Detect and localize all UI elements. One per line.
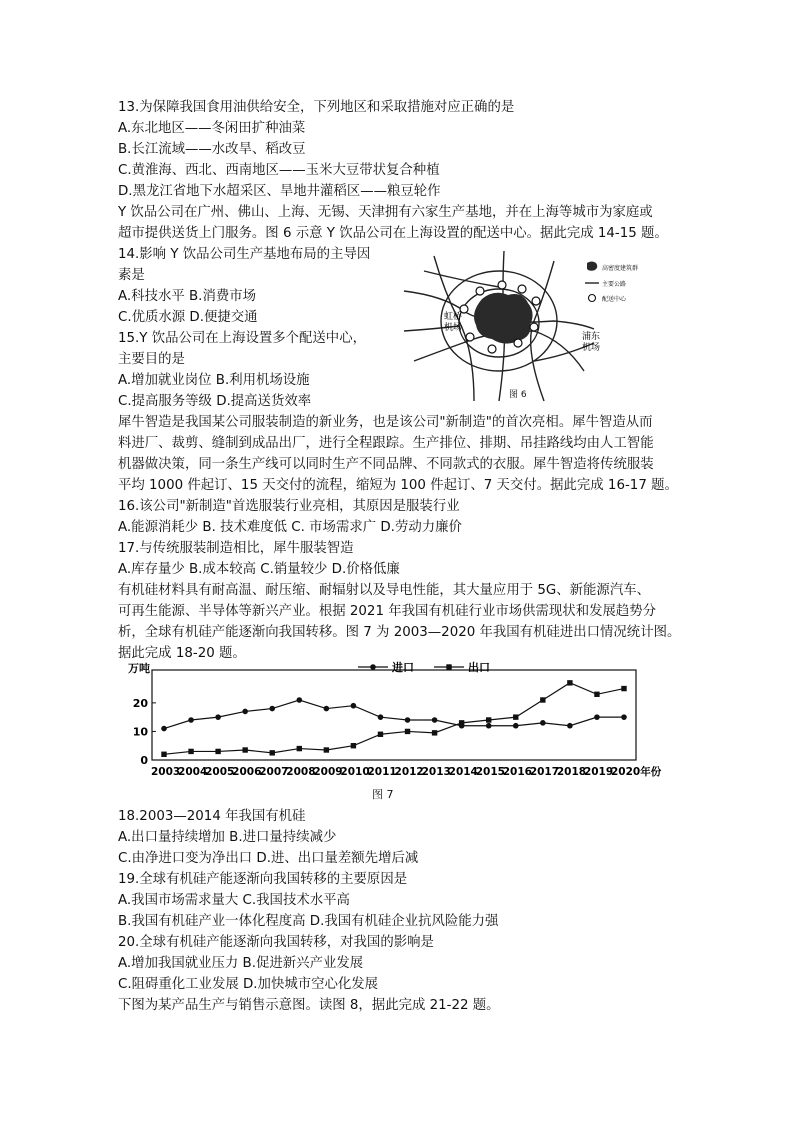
- q19-options-ac: A.我国市场需求量大 C.我国技术水平高: [118, 893, 350, 908]
- export-point: [188, 749, 193, 754]
- import-point: [188, 717, 194, 723]
- q14-options-ab: A.科技水平 B.消费市场: [118, 289, 257, 304]
- q17-stem: 17.与传统服装制造相比，犀牛服装智造: [118, 541, 354, 556]
- legend-road-label: 主要公路: [602, 281, 627, 288]
- import-point: [594, 714, 600, 720]
- chart-legend: [358, 660, 490, 674]
- export-point: [486, 717, 491, 722]
- passage3-line2: 可再生能源、半导体等新兴产业。根据 2021 年我国有机硅行业市场供需现状和发展趋势分: [118, 604, 657, 619]
- q19-options-bd: B.我国有机硅产业一体化程度高 D.我国有机硅企业抗风险能力强: [118, 914, 499, 929]
- passage2-line3: 机器做决策，同一条生产线可以同时生产不同品牌、不同款式的衣服。犀牛智造将传统服装: [118, 457, 654, 472]
- hongqiao-label-2: 机场: [444, 323, 463, 333]
- export-point: [405, 729, 410, 734]
- x-tick-label: 2007: [259, 766, 289, 778]
- legend-center-label: 配送中心: [602, 296, 627, 303]
- q17-options: A.库存量少 B.成本较高 C.销量较少 D.价格低廉: [118, 562, 400, 577]
- export-point: [459, 720, 464, 725]
- passage2-line2: 料进厂、裁剪、缝制到成品出厂，进行全程跟踪。生产排位、排期、吊挂路线均由人工智能: [118, 436, 654, 451]
- legend-label: 出口: [468, 661, 490, 674]
- q16-stem: 16.该公司"新制造"首选服装行业亮相，其原因是服装行业: [118, 499, 460, 514]
- q20-options-ab: A.增加我国就业压力 B.促进新兴产业发展: [118, 956, 364, 971]
- import-point: [242, 709, 248, 715]
- import-point: [486, 723, 492, 729]
- plot-frame: [152, 670, 636, 760]
- y-tick-label: 0: [140, 754, 148, 767]
- import-point: [324, 706, 330, 712]
- x-tick-label: 2004: [178, 766, 208, 778]
- x-tick-label: 2019: [583, 766, 614, 778]
- import-point: [161, 726, 167, 732]
- q15-options-ab: A.增加就业岗位 B.利用机场设施: [118, 373, 310, 388]
- import-point: [378, 714, 384, 720]
- export-point: [540, 697, 545, 702]
- q15-options-cd: C.提高服务等级 D.提高送货效率: [118, 394, 312, 409]
- q15-stem-line2: 主要目的是: [118, 352, 185, 367]
- chart-axes: [128, 661, 662, 778]
- q14-stem-line2: 素是: [118, 268, 145, 283]
- x-tick-label: 2010: [340, 766, 370, 778]
- passage3-line1: 有机硅材料具有耐高温、耐压缩、耐辐射以及导电性能，其大量应用于 5G、新能源汽车、: [118, 583, 650, 598]
- import-point: [621, 714, 627, 720]
- y-axis-unit: 万吨: [128, 662, 150, 675]
- x-tick-label: 2011: [367, 766, 397, 778]
- x-tick-label: 2020年份: [611, 766, 662, 778]
- export-point: [567, 680, 572, 685]
- x-tick-label: 2018: [556, 766, 587, 778]
- series-line-import: [164, 700, 624, 729]
- x-tick-label: 2012: [394, 766, 424, 778]
- export-point: [297, 746, 302, 751]
- q15-stem-line1: 15.Y 饮品公司在上海设置多个配送中心，: [118, 331, 366, 346]
- export-point: [594, 692, 599, 697]
- y-tick-label: 10: [132, 725, 148, 739]
- import-point: [269, 706, 275, 712]
- passage3-line4: 据此完成 18-20 题。: [118, 646, 246, 661]
- q13-stem: 13.为保障我国食用油供给安全，下列地区和采取措施对应正确的是: [118, 100, 515, 115]
- q14-options-cd: C.优质水源 D.便捷交通: [118, 310, 258, 325]
- legend-marker: [446, 664, 451, 669]
- passage2-line1: 犀牛智造是我国某公司服装制造的新业务，也是该公司"新制造"的首次亮相。犀牛智造从而: [118, 415, 653, 430]
- x-tick-label: 2009: [313, 766, 343, 778]
- import-point: [513, 723, 519, 729]
- legend-marker: [370, 664, 376, 670]
- export-point: [242, 747, 247, 752]
- import-point: [405, 717, 411, 723]
- q13-option-a: A.东北地区——冬闲田扩种油菜: [118, 121, 306, 136]
- import-point: [567, 723, 573, 729]
- legend-label: 进口: [392, 661, 414, 674]
- q13-option-d: D.黑龙江省地下水超采区、旱地井灌稻区——粮豆轮作: [118, 184, 441, 199]
- pudong-label-1: 浦东: [582, 332, 601, 342]
- export-point: [513, 714, 518, 719]
- import-point: [432, 717, 438, 723]
- export-point: [432, 730, 437, 735]
- y-tick-label: 20: [132, 696, 148, 710]
- q20-stem: 20.全球有机硅产能逐渐向我国转移，对我国的影响是: [118, 935, 434, 950]
- import-point: [351, 703, 357, 709]
- x-tick-label: 2006: [232, 766, 262, 778]
- passage3-line3: 析，全球有机硅产能逐渐向我国转移。图 7 为 2003—2020 年我国有机硅进出口情况统计图。: [118, 625, 681, 640]
- passage1-line2: 超市提供送货上门服务。图 6 示意 Y 饮品公司在上海设置的配送中心。据此完成 14-15 题。: [118, 226, 668, 241]
- pudong-label-2: 机场: [582, 343, 601, 353]
- fig6-caption: 图 6: [509, 390, 527, 400]
- q14-stem-line1: 14.影响 Y 饮品公司生产基地布局的主导因: [118, 247, 371, 262]
- q19-stem: 19.全球有机硅产能逐渐向我国转移的主要原因是: [118, 872, 408, 887]
- import-point: [215, 714, 221, 720]
- export-point: [324, 747, 329, 752]
- export-point: [378, 732, 383, 737]
- q13-option-c: C.黄淮海、西北、西南地区——玉米大豆带状复合种植: [118, 163, 440, 178]
- export-point: [270, 750, 275, 755]
- export-point: [215, 749, 220, 754]
- x-tick-label: 2003: [151, 766, 181, 778]
- passage4-line1: 下图为某产品生产与销售示意图。读图 8，据此完成 21-22 题。: [118, 998, 500, 1013]
- import-point: [540, 720, 546, 726]
- legend-center-swatch: [589, 295, 596, 302]
- q18-options-cd: C.由净进口变为净出口 D.进、出口量差额先增后减: [118, 851, 419, 866]
- q20-options-cd: C.阻碍重化工业发展 D.加快城市空心化发展: [118, 977, 379, 992]
- x-tick-label: 2017: [529, 766, 560, 778]
- export-point: [351, 743, 356, 748]
- q18-options-ab: A.出口量持续增加 B.进口量持续减少: [118, 830, 337, 845]
- export-point: [621, 686, 626, 691]
- q16-options: A.能源消耗少 B. 技术难度低 C. 市场需求广 D.劳动力廉价: [118, 520, 462, 535]
- q13-option-b: B.长江流域——水改旱、稻改豆: [118, 142, 306, 157]
- x-tick-label: 2013: [421, 766, 451, 778]
- x-tick-label: 2014: [448, 766, 478, 778]
- passage2-line4: 平均 1000 件起订、15 天交付的流程，缩短为 100 件起订、7 天交付。据此完成 16-17 题。: [118, 478, 678, 493]
- x-tick-label: 2005: [205, 766, 235, 778]
- export-point: [161, 752, 166, 757]
- hongqiao-label-1: 虹桥: [444, 312, 463, 322]
- import-point: [296, 697, 302, 703]
- passage1-line1: Y 饮品公司在广州、佛山、上海、无锡、天津拥有六家生产基地，并在上海等城市为家庭或: [118, 205, 653, 220]
- x-tick-label: 2008: [286, 766, 316, 778]
- silicone-trade-chart: [128, 662, 684, 780]
- x-tick-label: 2016: [502, 766, 532, 778]
- fig7-caption: 图 7: [372, 788, 394, 801]
- x-tick-label: 2015: [475, 766, 505, 778]
- shanghai-distribution-map: [404, 251, 639, 401]
- chart-series: [161, 680, 627, 757]
- q18-stem: 18.2003—2014 年我国有机硅: [118, 809, 306, 824]
- legend-dense-label: 高密度建筑群: [602, 265, 639, 272]
